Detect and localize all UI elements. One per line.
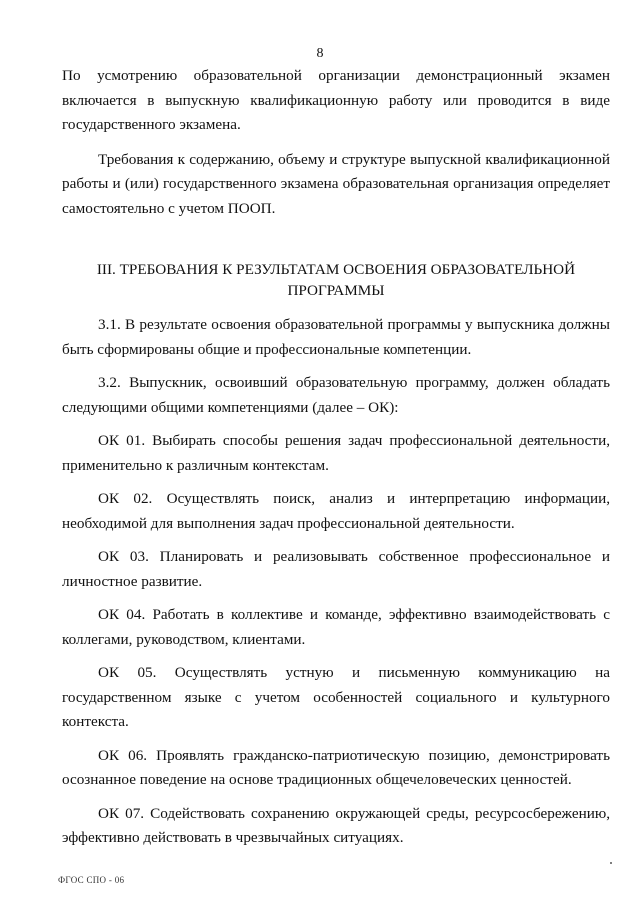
paragraph-demo-exam: По усмотрению образовательной организации демонстрационный экзамен включается в выпускную квалификационную работу или проводится в виде государственного экзамена.	[62, 67, 610, 133]
section-title	[62, 259, 610, 301]
competency-ok-01: ОК 01. Выбирать способы решения задач профессиональной деятельности, применительно к различным контекстам.	[62, 432, 610, 474]
section-title-line-1: III. ТРЕБОВАНИЯ К РЕЗУЛЬТАТАМ ОСВОЕНИЯ ОБРАЗОВАТЕЛЬНОЙ	[96, 261, 576, 278]
competency-ok-04: ОК 04. Работать в коллективе и команде, эффективно взаимодействовать с коллегами, руководством, клиентами.	[62, 606, 610, 648]
scan-speck	[610, 862, 612, 864]
paragraph-3-1: 3.1. В результате освоения образовательной программы у выпускника должны быть сформированы общие и профессиональные компетенции.	[62, 316, 610, 358]
footer-standard-code: ФГОС СПО - 06	[58, 875, 125, 885]
competency-ok-02: ОК 02. Осуществлять поиск, анализ и интерпретацию информации, необходимой для выполнения задач профессиональной деятельности.	[62, 490, 610, 532]
competency-ok-06: ОК 06. Проявлять гражданско-патриотическую позицию, демонстрировать осознанное поведение на основе традиционных общечеловеческих ценностей.	[62, 746, 610, 788]
paragraph-3-2: 3.2. Выпускник, освоивший образовательную программу, должен обладать следующими общими компетенциями (далее – ОК):	[62, 374, 610, 416]
document-body	[62, 64, 610, 851]
competency-ok-03: ОК 03. Планировать и реализовывать собственное профессиональное и личностное развитие.	[62, 548, 610, 590]
competency-ok-05: ОК 05. Осуществлять устную и письменную коммуникацию на государственном языке с учетом особенностей социального и культурного контекста.	[62, 664, 610, 730]
page-number: 8	[316, 46, 324, 61]
competency-ok-07: ОК 07. Содействовать сохранению окружающей среды, ресурсосбережению, эффективно действовать в чрезвычайных ситуациях.	[62, 804, 610, 846]
section-title-line-2: ПРОГРАММЫ	[287, 282, 385, 299]
paragraph-gia-requirements: Требования к содержанию, объему и структуре выпускной квалификационной работы и (или) государственного экзамена образовательная организация определяет самостоятельно с учетом ПООП.	[62, 150, 610, 217]
